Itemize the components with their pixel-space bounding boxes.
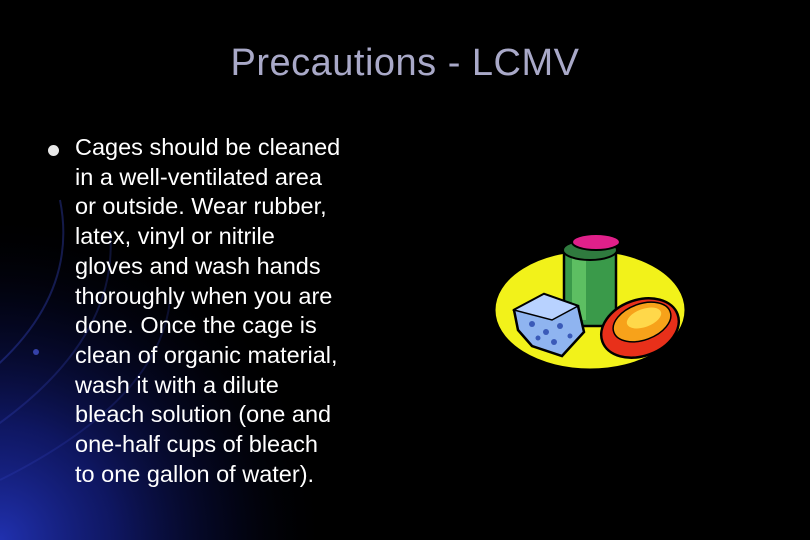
bullet-list bbox=[48, 133, 408, 489]
bullet-text: Cages should be cleaned in a well-ventilated area or outside. Wear rubber, latex, vinyl or nitrile gloves and wash hands thoroughly when you are done. Once the cage is clean of organic material, wash it with a dilute bleach solution (one and one-half cups of bleach to one gallon of water). bbox=[75, 134, 341, 487]
cleaning-supplies-clipart-icon bbox=[492, 232, 692, 372]
bullet-dot-icon bbox=[48, 145, 59, 156]
slide-title: Precautions - LCMV bbox=[230, 42, 580, 84]
